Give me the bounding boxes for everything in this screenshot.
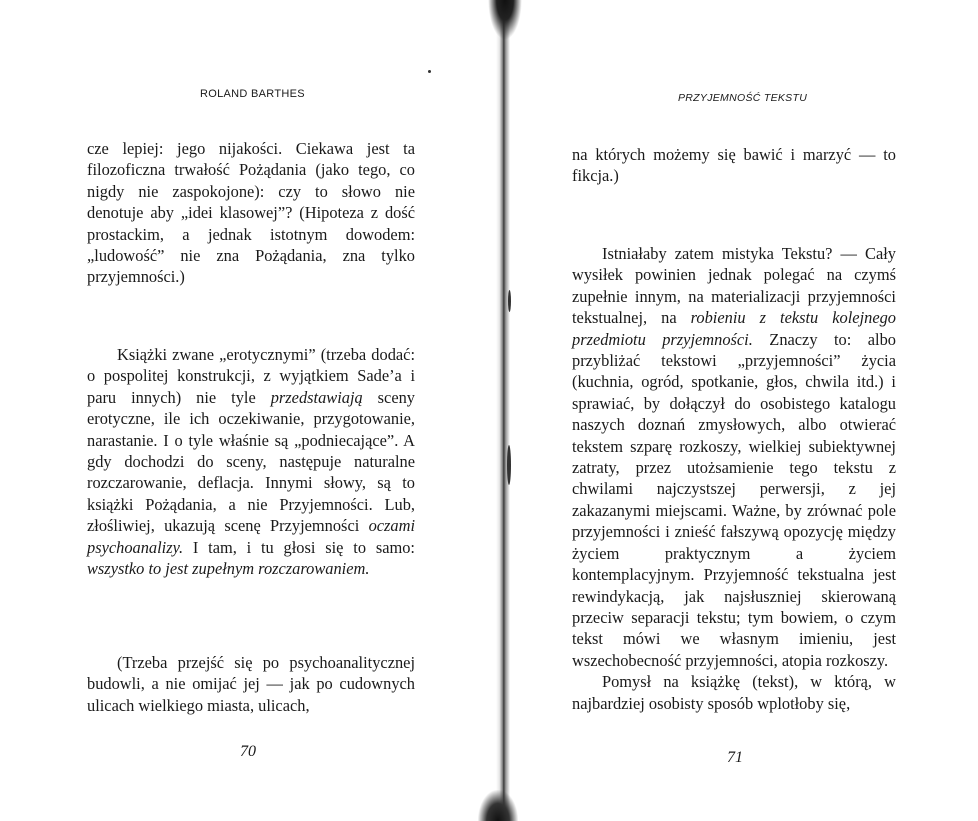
right-page-number: 71 (727, 749, 743, 766)
left-paragraph-1-text: cze lepiej: jego nijakości. Ciekawa jest ta filozoficzna trwałość Pożądania (jako tego, co nigdy nie zaspokojone): czy to słowo nie denotuje aby „idei klasowej”? (Hipoteza z dość prostackim, a jednak istotnym dowodem: „ludowość” nie zna Pożądania, zna tylko przyjemności.) (87, 139, 415, 287)
text-run: Istniałaby zatem mistyka Tekstu? — Cały wysiłek powinien jednak polegać na czymś zupełnie innym, na materializacji przyjemności tekstualnej, na (572, 244, 896, 328)
right-paragraph-3-text: Pomysł na książkę (tekst), w którą, w najbardziej osobisty sposób wplotłoby się, (572, 672, 896, 713)
book-gutter (496, 0, 510, 821)
right-paragraph-2-text (572, 243, 896, 671)
left-paragraph-3-text: (Trzeba przejść się po psychoanalitycznej budowli, a nie omijać jej — jak po cudownych ulicach wielkiego miasta, ulicach, (87, 653, 415, 715)
italic-run: przedstawiają (270, 387, 363, 407)
text-run: Książki zwane „erotycznymi” (trzeba dodać: o pospolitej konstrukcji, z wyjątkiem Sade’a i paru innych) nie tyle (87, 345, 415, 407)
scan-speck (428, 70, 431, 73)
left-paragraph-2-text (87, 344, 415, 579)
text-run: I tam, i tu głosi się to samo: (183, 537, 415, 557)
text-run: Znaczy to: albo przybliżać tekstowi „przyjemności” życia (kuchnia, ogród, spotkanie, głos, chwila itd.) i sprawiać, by dołączył do osobistego katalogu naszych doznań zmysłowych, albo otwierać tekstem szparę rozkoszy, wielkiej subiektywnej zatraty, przez utożsamienie tego tekstu z chwilami najczystszej perwersji, z jej zakazanymi miejscami. Ważne, by zrównać pole przyjemności i znieść fałszywą opozycję między życiem praktycznym a życiem kontemplacyjnym. Przyjemność tekstualna jest rewindykacją, jak najsłuszniej skierowaną przeciw separacji tekstu; tym bowiem, o czym tekst mówi we własnym imieniu, jest wszechobecność przyjemności, atopia rozkoszy. (572, 329, 896, 670)
right-paragraph-1 (572, 144, 896, 187)
right-paragraph-1-text: na których możemy się bawić i marzyć — to fikcja.) (572, 145, 896, 186)
text-run: sceny erotyczne, ile ich oczekiwanie, przygotowanie, narastanie. I o tyle właśnie są „podniecające”. A gdy dochodzi do sceny, następuje naturalne rozczarowanie, deflacja. Innymi słowy, są to książki Pożądania, a nie Przyjemności. Lub, złośliwiej, ukazują scenę Przyjemności (87, 387, 416, 536)
left-paragraph-3 (87, 652, 415, 716)
italic-run: wszystko to jest zupełnym rozczarowaniem. (87, 559, 370, 579)
left-page-number: 70 (240, 743, 256, 760)
left-running-head: ROLAND BARTHES (200, 88, 305, 100)
left-paragraph-1 (87, 138, 415, 288)
italic-run: oczami psychoanalizy. (87, 516, 415, 557)
right-paragraph-2 (572, 243, 896, 714)
left-paragraph-2 (87, 344, 415, 579)
italic-run: robieniu z tekstu kolejnego przedmiotu przyjemności. (572, 308, 896, 349)
right-running-head: PRZYJEMNOŚĆ TEKSTU (678, 92, 808, 104)
